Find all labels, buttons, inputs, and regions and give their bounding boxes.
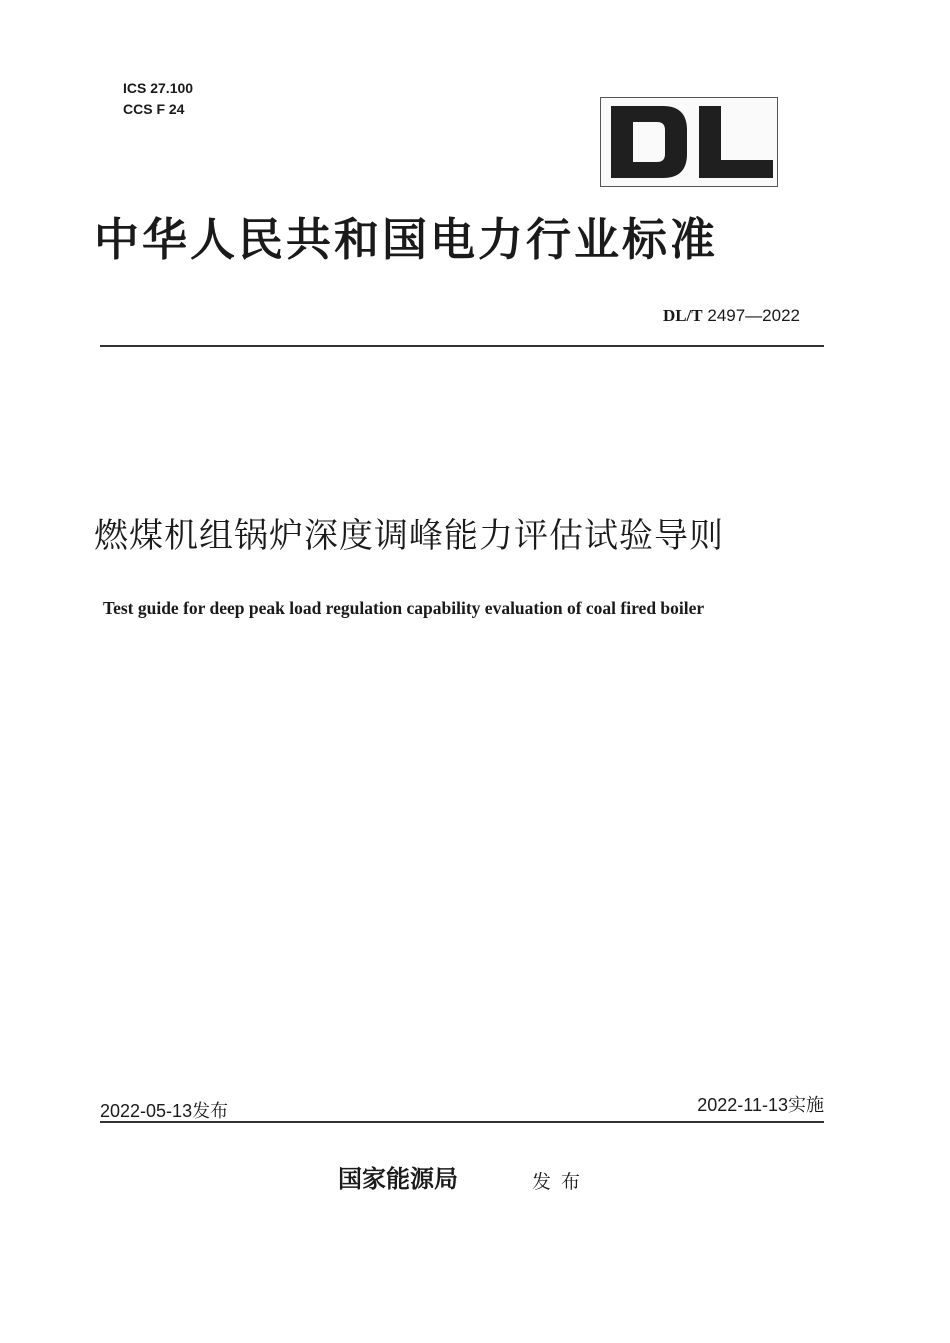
publisher-name: 国家能源局 [338, 1164, 458, 1193]
publish-label: 发布 [532, 1171, 591, 1193]
standard-number [560, 304, 800, 328]
issue-date: 2022-05-13发布 [100, 1101, 229, 1121]
standard-code: DL/T [662, 306, 703, 325]
ccs-classification: CCS F 24 [123, 101, 185, 117]
footer-divider [100, 1121, 824, 1123]
dl-logo [600, 97, 778, 187]
ics-classification: ICS 27.100 [123, 80, 194, 96]
national-standard-title: 中华人民共和国电力行业标准 [94, 213, 719, 266]
implementation-date: 2022-11-13实施 [697, 1095, 824, 1115]
document-title-english: Test guide for deep peak load regulation capability evaluation of coal fired boiler [103, 598, 705, 618]
header-divider [100, 345, 824, 347]
document-title-chinese: 燃煤机组锅炉深度调峰能力评估试验导则 [94, 516, 724, 556]
dl-logo-icon [601, 98, 777, 186]
standard-year-number: 2497—2022 [707, 306, 800, 325]
